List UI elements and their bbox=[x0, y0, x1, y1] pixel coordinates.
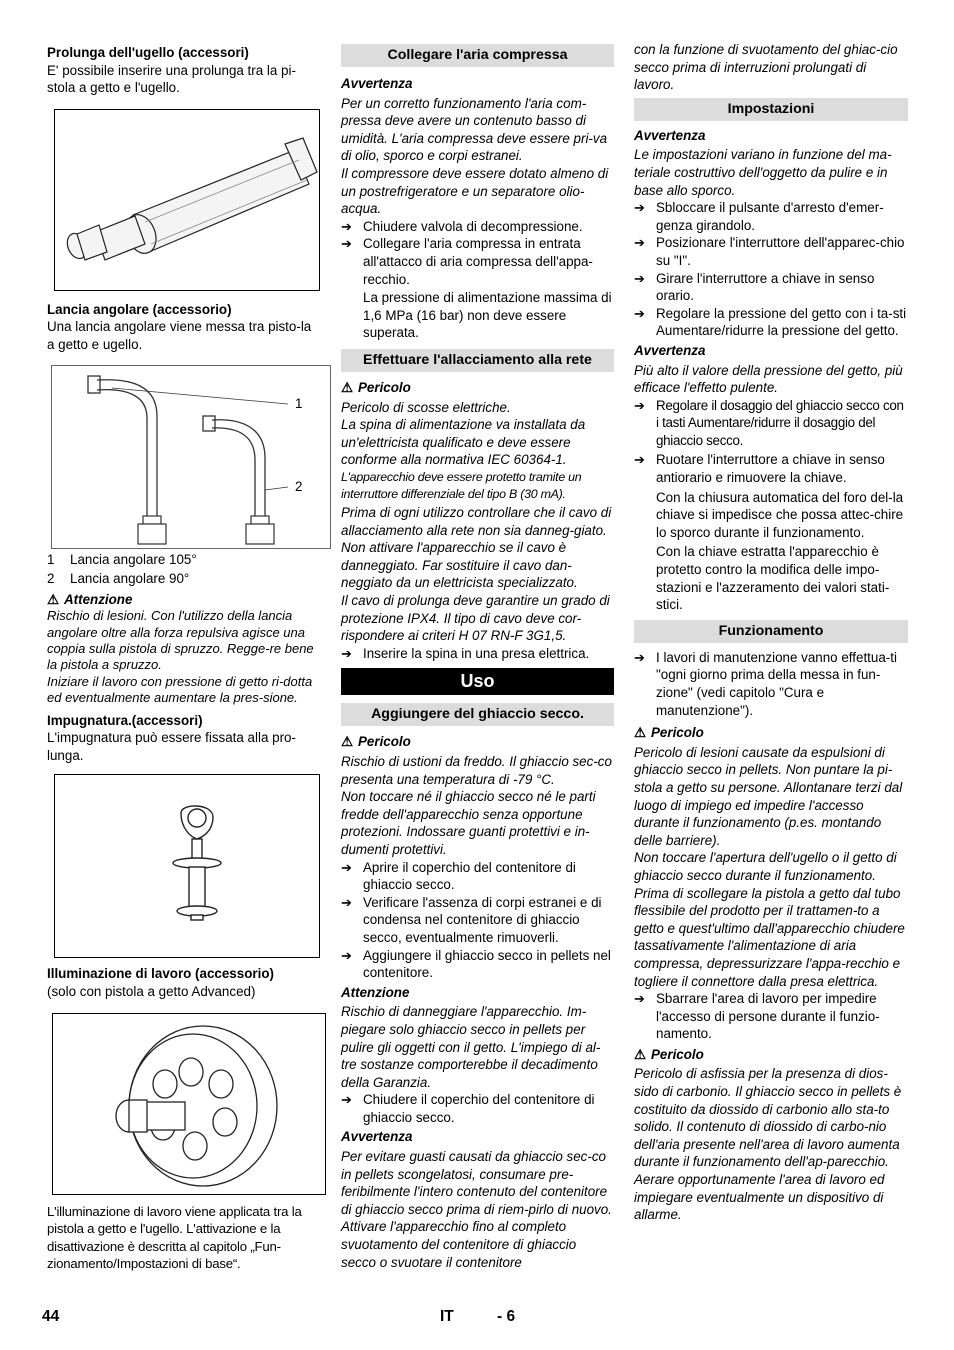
arrow-icon: ➔ bbox=[634, 452, 645, 468]
warning-icon: ⚠ bbox=[634, 1046, 647, 1062]
attenzione-label: Attenzione bbox=[341, 984, 410, 1000]
column-right bbox=[634, 41, 908, 1224]
pericolo-text-2: Non toccare l'apertura dell'ugello o il getto di ghiaccio secco durante il funzionamento. bbox=[634, 850, 897, 883]
legend-label: Lancia angolare 105° bbox=[70, 551, 197, 567]
legend-item bbox=[47, 550, 320, 569]
callout-1: 1 bbox=[295, 395, 303, 411]
step-text: Aggiungere il ghiaccio secco in pellets nel contenitore. bbox=[363, 947, 611, 981]
avvertenza-text: Per un corretto funzionamento l'aria com-pressa deve avere un contenuto basso di umidità. L'aria compressa deve essere pri-va di olio, sporco e corpi estranei. bbox=[341, 95, 608, 164]
column-middle bbox=[341, 44, 614, 1271]
instruction-step bbox=[341, 218, 614, 236]
header-impostazioni: Impostazioni bbox=[634, 98, 908, 121]
language-code: IT bbox=[440, 1308, 454, 1325]
arrow-icon: ➔ bbox=[341, 218, 352, 234]
warning-icon: ⚠ bbox=[341, 379, 354, 395]
section-text-illuminazione: L'illuminazione di lavoro viene applicata tra la pistola a getto e l'ugello. L'attivazione e la disattivazione è descritta al capitolo „Fun-zionamento/Impostazioni di base“. bbox=[47, 1203, 302, 1272]
step-note: La pressione di alimentazione massima di 1,6 MPa (16 bar) non deve essere superata. bbox=[363, 290, 612, 341]
legend-number: 2 bbox=[47, 570, 55, 586]
arrow-icon: ➔ bbox=[634, 397, 645, 413]
warning-icon: ⚠ bbox=[341, 734, 354, 750]
header-allacciamento-rete: Effettuare l'allacciamento alla rete bbox=[341, 349, 614, 372]
header-aggiungere-ghiaccio: Aggiungere del ghiaccio secco. bbox=[341, 703, 614, 726]
pericolo-label bbox=[634, 1046, 908, 1064]
angled-lance-illustration bbox=[52, 366, 330, 548]
pericolo-text-1: Pericolo di lesioni causate da espulsioni di ghiaccio secco in pellets. Non puntare la pi-stola a getto su persone. Allontanare terzi dal luogo di impiego ed impedire l'accesso durante il funzionamento (p.es. montando delle barriere). bbox=[634, 744, 903, 848]
instruction-step bbox=[634, 270, 908, 305]
arrow-icon: ➔ bbox=[634, 200, 645, 216]
arrow-icon: ➔ bbox=[634, 649, 645, 665]
arrow-icon: ➔ bbox=[341, 894, 352, 910]
arrow-icon: ➔ bbox=[634, 305, 645, 321]
figure-nozzle-extension bbox=[54, 109, 320, 291]
figure-handle bbox=[54, 774, 320, 958]
pericolo-text-5: Il cavo di prolunga deve garantire un grado di protezione IPX4. Il tipo di cavo deve cor-rispondere ai criteri H 07 RN-F 3G1,5. bbox=[341, 593, 610, 644]
section-subtitle-illuminazione: (solo con pistola a getto Advanced) bbox=[47, 983, 256, 999]
pericolo-label-text: Pericolo bbox=[358, 734, 411, 750]
pericolo-text-1: Pericolo di scosse elettriche. bbox=[341, 399, 511, 415]
avvertenza-text: Più alto il valore della pressione del getto, più efficace l'effetto pulente. bbox=[634, 362, 903, 396]
section-text-impugnatura: L'impugnatura può essere fissata alla pro-lunga. bbox=[47, 730, 296, 763]
attenzione-text: Rischio di lesioni. Con l'utilizzo della lancia angolare oltre alla forza repulsiva agisce una coppia sulla pistola di spruzzo. Regge-re bene la pistola a spruzzo. bbox=[47, 608, 314, 673]
instruction-step bbox=[341, 1091, 614, 1126]
section-title-lancia: Lancia angolare (accessorio) bbox=[47, 301, 232, 317]
instruction-step bbox=[341, 947, 614, 982]
pericolo-text-2: Non toccare né il ghiaccio secco né le parti fredde dell'apparecchio senza opportune protezioni. Indossare guanti protettivi e in-dumenti protettivi. bbox=[341, 789, 596, 857]
figure-legend bbox=[47, 550, 320, 588]
instruction-step bbox=[341, 645, 614, 663]
avvertenza-label: Avvertenza bbox=[341, 1129, 413, 1145]
instruction-step bbox=[634, 649, 908, 719]
header-collegare-aria: Collegare l'aria compressa bbox=[341, 44, 614, 67]
attenzione-text-2: Iniziare il lavoro con pressione di getto ri-dotta ed eventualmente aumentare la pres-sione. bbox=[47, 673, 313, 706]
figure-work-light bbox=[52, 1013, 326, 1195]
pericolo-label bbox=[341, 379, 614, 397]
header-funzionamento: Funzionamento bbox=[634, 620, 908, 643]
step-text: Regolare il dosaggio del ghiaccio secco con i tasti Aumentare/ridurre il dosaggio del ghiaccio secco. bbox=[656, 397, 904, 448]
section-title-impugnatura: Impugnatura.(accessori) bbox=[47, 712, 203, 728]
step-text: Sbarrare l'area di lavoro per impedire l'accesso di persone durante il funzio-namento. bbox=[656, 991, 880, 1042]
instruction-step bbox=[634, 305, 908, 340]
pericolo-text-4: Prima di ogni utilizzo controllare che il cavo di allacciamento alla rete non sia danneg-giato. Non attivare l'apparecchio se il cavo è danneggiato. Far sostituire il cavo dan-neggiato da un elettricista specializzato. bbox=[341, 505, 612, 591]
pericolo-label-text: Pericolo bbox=[651, 1046, 704, 1062]
step-text: I lavori di manutenzione vanno effettua-ti "ogni giorno prima della messa in fun-zione" (vedi capitolo "Cura e manutenzione"). bbox=[656, 649, 897, 718]
step-text: Chiudere il coperchio del contenitore di ghiaccio secco. bbox=[363, 1092, 595, 1125]
pericolo-text-1: Rischio di ustioni da freddo. Il ghiaccio sec-co presenta una temperatura di -79 °C. bbox=[341, 754, 612, 787]
avvertenza-label: Avvertenza bbox=[634, 127, 706, 143]
arrow-icon: ➔ bbox=[634, 235, 645, 251]
pericolo-text-4: Pericolo di asfissia per la presenza di dios-sido di carbonio. Il ghiaccio secco in pellets è costituito da diossido di carbonio allo sta-to solido. Il contenuto di diossido di carbo-nio dell'aria presente nell'area di lavoro aumenta durante il funzionamento dell'ap-parecchio. Aerare opportunamente l'area di lavoro ed impiegare eventualmente un dispositivo di allarme. bbox=[634, 1066, 902, 1223]
avvertenza-text: Le impostazioni variano in funzione del ma-teriale costruttivo dell'oggetto da pulire e in base allo sporco. bbox=[634, 147, 892, 198]
arrow-icon: ➔ bbox=[341, 236, 352, 252]
avvertenza-text: Per evitare guasti causati da ghiaccio sec-co in pellets scongelatosi, consumare pre-feribilmente l'intero contenuto del contenitore di ghiaccio secco prima di riem-pirlo di nuovo. Attivare l'apparecchio fino al completo svuotamento del contenitore di ghiaccio secco o svuotare il contenitore bbox=[341, 1149, 612, 1270]
page-number: 44 bbox=[42, 1308, 60, 1325]
instruction-step bbox=[634, 990, 908, 1043]
arrow-icon: ➔ bbox=[341, 645, 352, 661]
section-title-prolunga: Prolunga dell'ugello (accessori) bbox=[47, 45, 249, 60]
step-text: Collegare l'aria compressa in entrata all'attacco di aria compressa dell'appa-recchio. bbox=[363, 236, 593, 287]
step-text: Verificare l'assenza di corpi estranei e di condensa nel contenitore di ghiaccio secco, eventualmente rimuoverli. bbox=[363, 894, 602, 945]
legend-number: 1 bbox=[47, 551, 55, 567]
avvertenza-text-2: Il compressore deve essere dotato almeno di un postrefrigeratore e un separatore olio-acqua. bbox=[341, 165, 609, 217]
work-light-illustration bbox=[53, 1014, 325, 1194]
step-note: Con la chiusura automatica del foro del-la chiave si impedisce che possa attec-chire lo sporco durante il funzionamento. bbox=[656, 489, 904, 540]
arrow-icon: ➔ bbox=[634, 991, 645, 1007]
legend-item bbox=[47, 569, 320, 588]
instruction-step bbox=[634, 397, 908, 450]
step-text: Posizionare l'interruttore dell'apparec-chio su "I". bbox=[656, 235, 905, 268]
arrow-icon: ➔ bbox=[634, 270, 645, 286]
step-text: Inserire la spina in una presa elettrica. bbox=[363, 645, 590, 661]
section-title-illuminazione: Illuminazione di lavoro (accessorio) bbox=[47, 966, 274, 982]
step-text: Ruotare l'interruttore a chiave in senso antiorario e rimuovere la chiave. bbox=[656, 452, 885, 486]
attenzione-text: Rischio di danneggiare l'apparecchio. Im-piegare solo ghiaccio secco in pellets per pulire gli oggetti con il getto. L'impiego di al-tre sostanze comporterebbe il decadimento della Garanzia. bbox=[341, 1004, 601, 1090]
section-text-prolunga: E' possibile inserire una prolunga tra la pi-stola a getto e l'ugello. bbox=[47, 62, 296, 96]
step-note: Con la chiave estratta l'apparecchio è protetto contro la modifica delle impo-stazioni e l'azzeramento dei valori stati-stici. bbox=[656, 544, 890, 613]
continuation-text: con la funzione di svuotamento del ghiac-cio secco prima di interruzioni prolungati di lavoro. bbox=[634, 42, 898, 93]
avvertenza-label: Avvertenza bbox=[341, 76, 413, 91]
warning-icon: ⚠ bbox=[47, 591, 60, 607]
figure-angled-lance bbox=[51, 365, 331, 549]
instruction-step bbox=[634, 199, 908, 234]
callout-2: 2 bbox=[295, 478, 303, 494]
legend-label: Lancia angolare 90° bbox=[70, 570, 190, 586]
step-text: Girare l'interruttore a chiave in senso orario. bbox=[656, 270, 875, 304]
pericolo-label bbox=[634, 724, 908, 742]
instruction-step bbox=[341, 859, 614, 894]
avvertenza-label: Avvertenza bbox=[634, 342, 706, 358]
column-left bbox=[47, 44, 320, 1273]
attenzione-label-text: Attenzione bbox=[64, 591, 133, 607]
instruction-step bbox=[341, 894, 614, 947]
handle-illustration bbox=[55, 775, 319, 957]
nozzle-extension-illustration bbox=[55, 110, 319, 290]
arrow-icon: ➔ bbox=[341, 859, 352, 875]
pericolo-text-3: Prima di scollegare la pistola a getto dal tubo flessibile del prodotto per il trattamen-to a getto e quest'ultimo dall'apparecchio chiudere tassativamente l'alimentazione di aria compressa, depressurizzare l'appa-recchio e togliere il connettore dalla presa elettrica. bbox=[634, 885, 905, 989]
pericolo-label bbox=[341, 733, 614, 751]
page-reference: - 6 bbox=[497, 1308, 516, 1325]
arrow-icon: ➔ bbox=[341, 947, 352, 963]
section-text-lancia: Una lancia angolare viene messa tra pisto-la a getto e ugello. bbox=[47, 319, 312, 352]
pericolo-text-2: La spina di alimentazione va installata da un'elettricista qualificato e deve essere conforme alla normativa IEC 60364-1. bbox=[341, 417, 586, 468]
step-text: Chiudere valvola di decompressione. bbox=[363, 218, 583, 234]
header-uso: Uso bbox=[341, 668, 614, 695]
attenzione-label bbox=[47, 591, 320, 609]
instruction-step bbox=[634, 451, 908, 486]
step-text: Regolare la pressione del getto con i ta-sti Aumentare/ridurre la pressione del getto. bbox=[656, 305, 907, 339]
pericolo-label-text: Pericolo bbox=[651, 725, 704, 741]
pericolo-label-text: Pericolo bbox=[358, 379, 411, 395]
instruction-step bbox=[634, 234, 908, 269]
step-text: Aprire il coperchio del contenitore di ghiaccio secco. bbox=[363, 859, 576, 893]
arrow-icon: ➔ bbox=[341, 1092, 352, 1108]
pericolo-text-3: L'apparecchio deve essere protetto tramite un interruttore differenziale del tipo B (30 mA). bbox=[341, 469, 582, 502]
step-text: Sbloccare il pulsante d'arresto d'emer-genza girandolo. bbox=[656, 200, 884, 233]
warning-icon: ⚠ bbox=[634, 725, 647, 741]
instruction-step bbox=[341, 235, 614, 288]
